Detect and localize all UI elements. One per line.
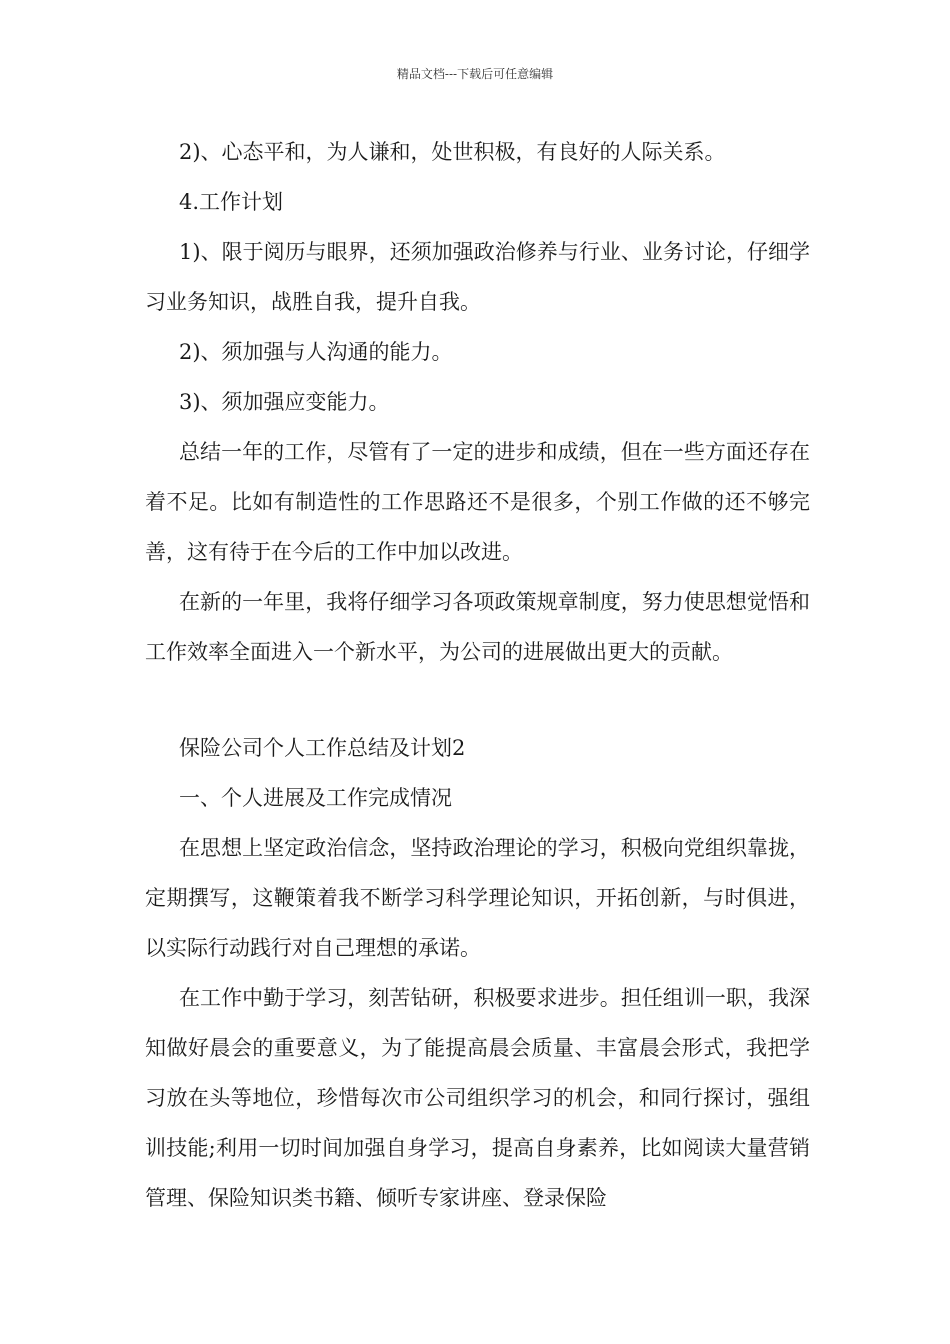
paragraph-plan-3: 3)、须加强应变能力。 <box>179 390 390 414</box>
page-header: 精品文档---下载后可任意编辑 <box>396 67 554 81</box>
paragraph-plan-2: 2)、须加强与人沟通的能力。 <box>179 340 453 364</box>
paragraph-plan-1: 1)、限于阅历与眼界，还须加强政治修养与行业、业务讨论，仔细学习业务知识，战胜自我，提升自我。 <box>145 240 810 314</box>
paragraph-work-study: 在工作中勤于学习，刻苦钻研，积极要求进步。担任组训一职，我深知做好晨会的重要意义，为了能提高晨会质量、丰富晨会形式，我把学习放在头等地位，珍惜每次市公司组织学习的机会，和同行探讨，强组训技能;利用一切时间加强自身学习，提高自身素养，比如阅读大量营销管理、保险知识类书籍、倾听专家讲座、登录保险 <box>145 986 810 1210</box>
section-title: 保险公司个人工作总结及计划2 <box>179 736 466 760</box>
paragraph-summary: 总结一年的工作，尽管有了一定的进步和成绩，但在一些方面还存在着不足。比如有制造性的工作思路还不是很多，个别工作做的还不够完善，这有待于在今后的工作中加以改进。 <box>145 440 810 564</box>
document-body <box>145 127 810 1223</box>
paragraph-interpersonal: 2)、心态平和，为人谦和，处世积极，有良好的人际关系。 <box>179 140 726 164</box>
section-subtitle: 一、个人进展及工作完成情况 <box>179 786 452 810</box>
heading-work-plan: 4.工作计划 <box>179 190 284 214</box>
paragraph-new-year: 在新的一年里，我将仔细学习各项政策规章制度，努力使思想觉悟和工作效率全面进入一个新水平，为公司的进展做出更大的贡献。 <box>145 590 810 664</box>
section-spacer <box>145 677 810 723</box>
paragraph-ideology: 在思想上坚定政治信念，坚持政治理论的学习，积极向党组织靠拢，定期撰写，这鞭策着我不断学习科学理论知识，开拓创新，与时俱进，以实际行动践行对自己理想的承诺。 <box>145 836 810 960</box>
